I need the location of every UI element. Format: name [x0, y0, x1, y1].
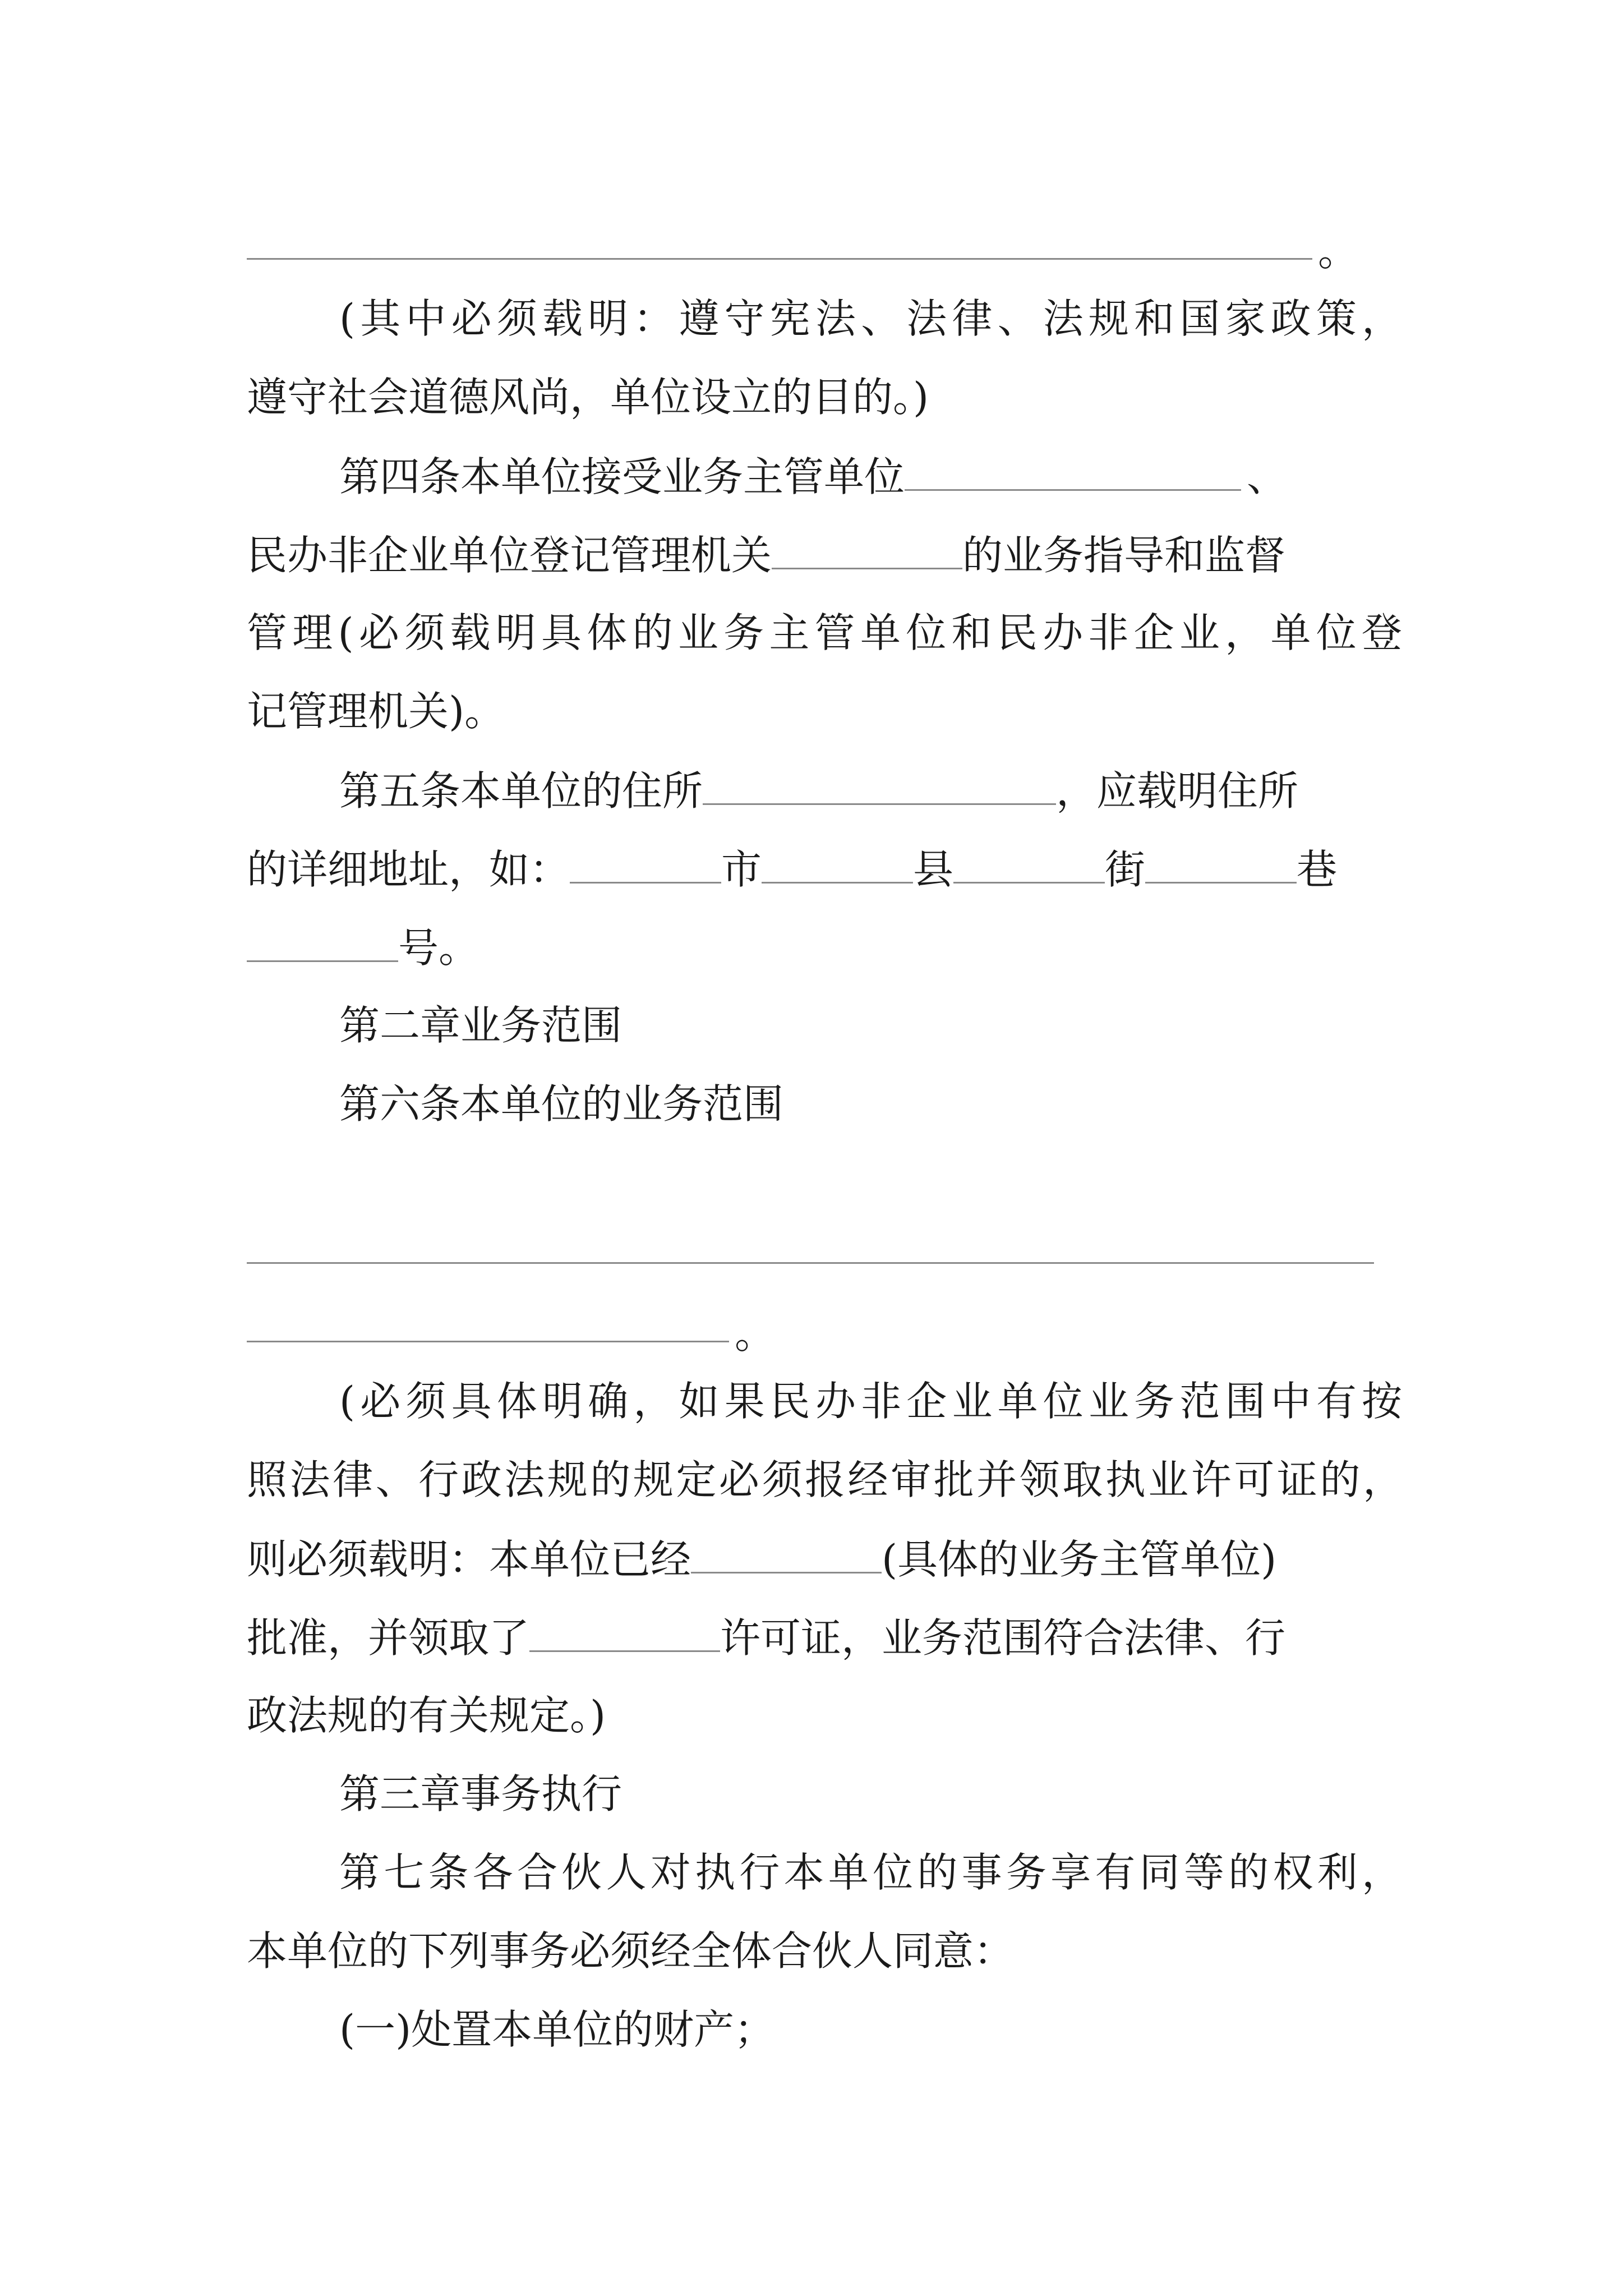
address-unit: 市 — [721, 846, 762, 893]
article-7-line: 第七条各合伙人对执行本单位的事务享有同等的权利， — [339, 1849, 1402, 1896]
article-4-text: 民办非企业单位登记管理机关 — [247, 532, 772, 579]
fill-in-blank — [691, 1531, 882, 1573]
fill-in-blank — [953, 841, 1105, 884]
fill-in-blank — [1145, 841, 1297, 884]
address-unit: 街 — [1105, 846, 1146, 893]
article-5-line — [339, 763, 1402, 817]
line-end-period: 。 — [735, 1310, 776, 1358]
address-unit: 巷 — [1297, 846, 1338, 893]
list-item: (一)处置本单位的财产； — [339, 2006, 775, 2053]
chapter-3-heading: 第三章事务执行 — [339, 1770, 623, 1818]
article-4-line — [339, 449, 1402, 503]
fill-in-blank — [570, 841, 721, 884]
article-6-line: 第六条本单位的业务范围 — [339, 1080, 784, 1128]
fill-in-blank-line — [247, 1341, 729, 1342]
note-text: (具体的业务主管单位) — [882, 1536, 1277, 1583]
note-paragraph-line: 遵守社会道德风尚，单位设立的目的。) — [247, 374, 929, 421]
chapter-2-heading: 第二章业务范围 — [339, 1002, 623, 1049]
fill-in-blank-line — [247, 258, 1312, 260]
note-text: 许可证，业务范围符合法律、行 — [720, 1614, 1286, 1662]
article-5-line — [247, 920, 1402, 974]
address-unit: 县 — [913, 846, 954, 893]
note-text: 则必须载明：本单位已经 — [247, 1536, 691, 1583]
article-5-text: 的详细地址，如： — [247, 846, 570, 893]
article-4-line — [247, 527, 1402, 581]
note-paragraph-line — [247, 1610, 1402, 1664]
fill-in-blank — [905, 449, 1241, 491]
note-paragraph-line: 政法规的有关规定。) — [247, 1692, 606, 1739]
fill-in-blank — [762, 841, 913, 884]
note-paragraph-line: (必须具体明确，如果民办非企业单位业务范围中有按 — [339, 1378, 1402, 1425]
fill-in-blank — [772, 527, 962, 569]
fill-in-blank — [703, 763, 1056, 805]
note-paragraph-line: (其中必须载明：遵守宪法、法律、法规和国家政策， — [339, 295, 1402, 342]
fill-in-blank-line — [247, 1262, 1374, 1264]
article-4-line: 管理(必须载明具体的业务主管单位和民办非企业，单位登 — [247, 609, 1402, 656]
article-4-line: 记管理机关)。 — [247, 688, 505, 735]
fill-in-blank — [247, 920, 398, 962]
article-5-text: 第五条本单位的住所 — [339, 767, 703, 815]
note-text: 批准，并领取了 — [247, 1614, 530, 1662]
line-end-period: 。 — [1318, 228, 1359, 275]
article-4-text: 的业务指导和监督 — [962, 532, 1286, 579]
article-7-line: 本单位的下列事务必须经全体合伙人同意： — [247, 1927, 1015, 1975]
fill-in-blank — [529, 1610, 720, 1652]
article-5-line — [247, 841, 1402, 895]
article-4-text: 、 — [1247, 453, 1288, 500]
note-paragraph-line: 照法律、行政法规的规定必须报经审批并领取执业许可证的， — [247, 1456, 1402, 1503]
address-unit: 号。 — [398, 924, 479, 972]
article-4-text: 第四条本单位接受业务主管单位 — [339, 453, 905, 500]
note-paragraph-line — [247, 1531, 1402, 1585]
article-5-text: ，应载明住所 — [1056, 767, 1299, 815]
